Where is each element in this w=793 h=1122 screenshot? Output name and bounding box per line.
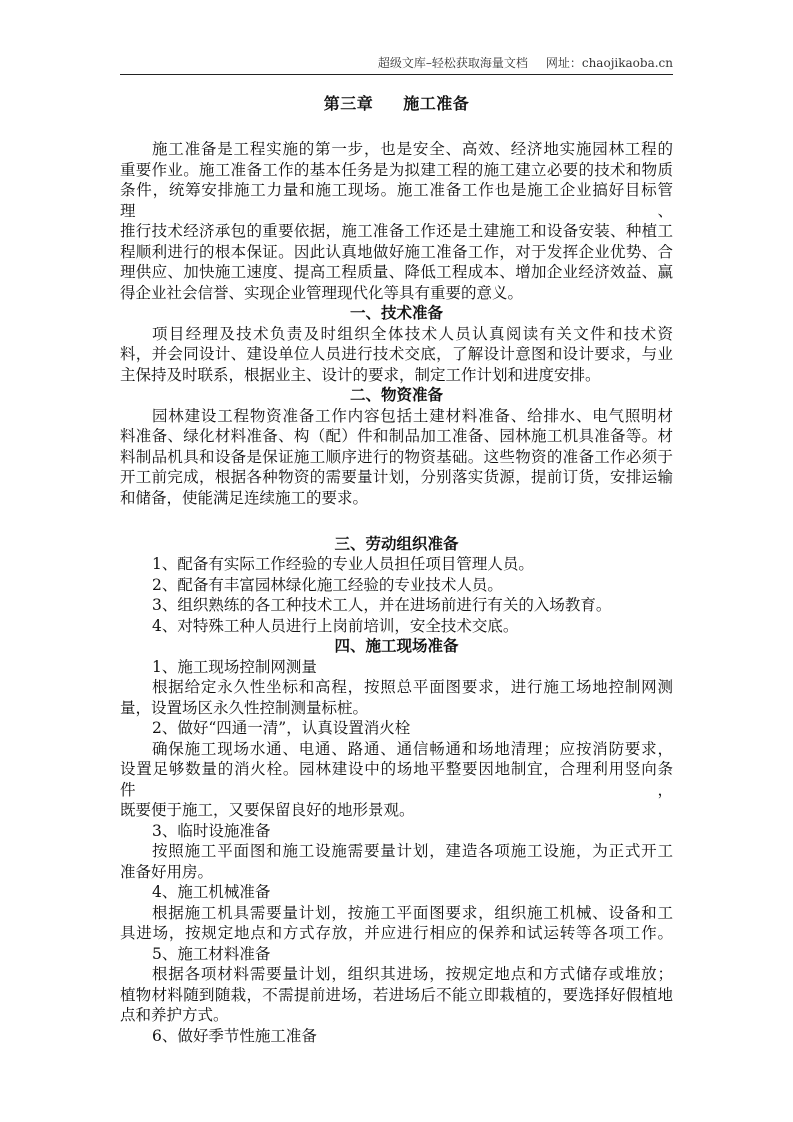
text-line: 推行技术经济承包的重要依据，施工准备工作还是土建施工和设备安装、种植工	[120, 222, 673, 240]
text-line: 按照施工平面图和施工设施需要量计划，建造各项施工设施，为正式开工	[152, 842, 673, 860]
text-line: 根据给定永久性坐标和高程，按照总平面图要求，进行施工场地控制网测	[152, 678, 673, 696]
chapter-number: 第三章	[323, 94, 374, 113]
text-line: 3、组织熟练的各工种技术工人，并在进场前进行有关的入场教育。	[152, 596, 612, 614]
chapter-name: 施工准备	[403, 94, 470, 113]
header-site-url: 网址：chaojikaoba.cn	[545, 56, 673, 70]
text-line: 3、临时设施准备	[152, 821, 271, 840]
text-line: 园林建设工程物资准备工作内容包括土建材料准备、给排水、电气照明材	[152, 406, 673, 425]
text-line: 1、施工现场控制网测量	[152, 657, 317, 676]
text-line: 4、施工机械准备	[152, 883, 271, 901]
text-line: 6、做好季节性施工准备	[152, 1026, 317, 1045]
text-line: 得企业社会信誉、实现企业管理现代化等具有重要的意义。	[120, 283, 524, 302]
section-heading: 四、施工现场准备	[334, 636, 459, 655]
text-line: 植物材料随到随栽，不需提前进场，若进场后不能立即栽植的，要选择好假植地	[120, 985, 673, 1004]
text-line: 既要便于施工，又要保留良好的地形景观。	[120, 801, 415, 819]
text-line: 料，并会同设计、建设单位人员进行技术交底，了解设计意图和设计要求，与业	[120, 345, 673, 363]
text-line: 重要作业。施工准备工作的基本任务是为拟建工程的施工建立必要的技术和物质	[120, 160, 673, 179]
text-line: 确保施工现场水通、电通、路通、通信畅通和场地清理；应按消防要求，	[152, 739, 673, 758]
text-line: 点和养护方式。	[120, 1006, 229, 1024]
text-line: 料制品机具和设备是保证施工顺序进行的物资基础。这些物资的准备工作必须于	[120, 447, 673, 466]
text-line: 设置足够数量的消火栓。园林建设中的场地平整要因地制宜，合理利用竖向条件，	[120, 760, 673, 799]
text-line: 主保持及时联系，根据业主、设计的要求，制定工作计划和进度安排。	[120, 365, 601, 384]
section-heading: 一、技术准备	[349, 303, 443, 322]
text-line: 根据各项材料需要量计划，组织其进场，按规定地点和方式储存或堆放；	[152, 965, 673, 983]
section-heading: 二、物资准备	[349, 385, 443, 404]
text-line: 施工准备是工程实施的第一步，也是安全、高效、经济地实施园林工程的	[152, 140, 673, 158]
text-line: 和储备，使能满足连续施工的要求。	[120, 488, 369, 507]
section-heading: 三、劳动组织准备	[334, 533, 459, 553]
text-line: 准备好用房。	[120, 862, 214, 881]
text-line: 程顺利进行的根本保证。因此认真地做好施工准备工作，对于发挥企业优势、合	[120, 242, 673, 261]
text-line: 2、做好“四通一清”，认真设置消火栓	[152, 719, 411, 737]
text-line: 2、配备有丰富园林绿化施工经验的专业技术人员。	[152, 575, 503, 594]
text-line: 具进场，按规定地点和方式存放，并应进行相应的保养和试运转等各项工作。	[120, 924, 673, 942]
text-line: 开工前完成，根据各种物资的需要量计划，分别落实货源，提前订货，安排运输	[120, 468, 673, 486]
text-line: 理供应、加快施工速度、提高工程质量、降低工程成本、增加企业经济效益、赢	[120, 263, 673, 281]
document-body	[120, 0, 673, 1046]
text-line: 料准备、绿化材料准备、构（配）件和制品加工准备、园林施工机具准备等。材	[120, 427, 673, 445]
header-site-name: 超级文库–轻松获取海量文档	[377, 56, 528, 70]
text-line: 条件，统筹安排施工力量和施工现场。施工准备工作也是施工企业搞好目标管理、	[120, 181, 673, 220]
text-line: 量，设置场区永久性控制测量标桩。	[120, 698, 369, 717]
text-line: 1、配备有实际工作经验的专业人员担任项目管理人员。	[152, 555, 534, 573]
blank-line	[120, 508, 673, 534]
text-line: 4、对特殊工种人员进行上岗前培训，安全技术交底。	[152, 616, 519, 635]
text-line: 根据施工机具需要量计划，按施工平面图要求，组织施工机械、设备和工	[152, 903, 673, 922]
text-line: 5、施工材料准备	[152, 944, 271, 963]
text-line: 项目经理及技术负责及时组织全体技术人员认真阅读有关文件和技术资	[152, 324, 673, 343]
